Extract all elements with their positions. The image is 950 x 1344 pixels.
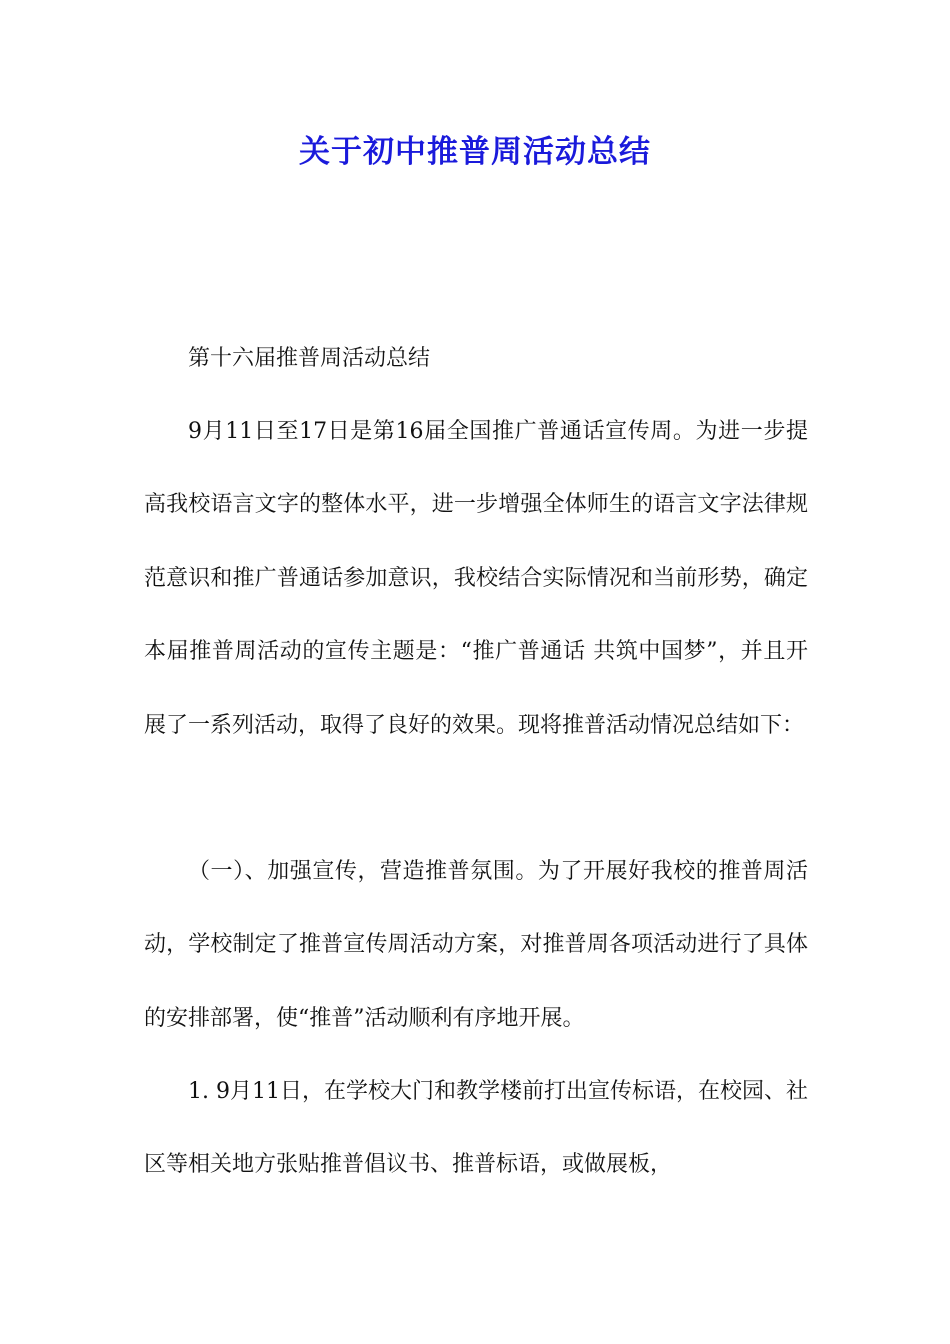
document-title: 关于初中推普周活动总结 xyxy=(299,134,651,170)
paragraph-intro: 9月11日至17日是第16届全国推广普通话宣传周。为进一步提高我校语言文字的整体水平，进一步增强全体师生的语言文字法律规范意识和推广普通话参加意识，我校结合实际情况和当前形势，确定本届推普周活动的宣传主题是：“推广普通话 共筑中国梦”，并且开展了一系列活动，取得了良好的效果。现将推普活动情况总结如下： xyxy=(144,419,808,738)
paragraph-item-one: 1. 9月11日，在学校大门和教学楼前打出宣传标语，在校园、社区等相关地方张贴推普倡议书、推普标语，或做展板， xyxy=(144,1079,808,1178)
section-subtitle: 第十六届推普周活动总结 xyxy=(188,346,431,371)
paragraph-section-one: （一）、加强宣传，营造推普氛围。为了开展好我校的推普周活动，学校制定了推普宣传周活动方案，对推普周各项活动进行了具体的安排部署，使“推普”活动顺利有序地开展。 xyxy=(144,859,808,1031)
